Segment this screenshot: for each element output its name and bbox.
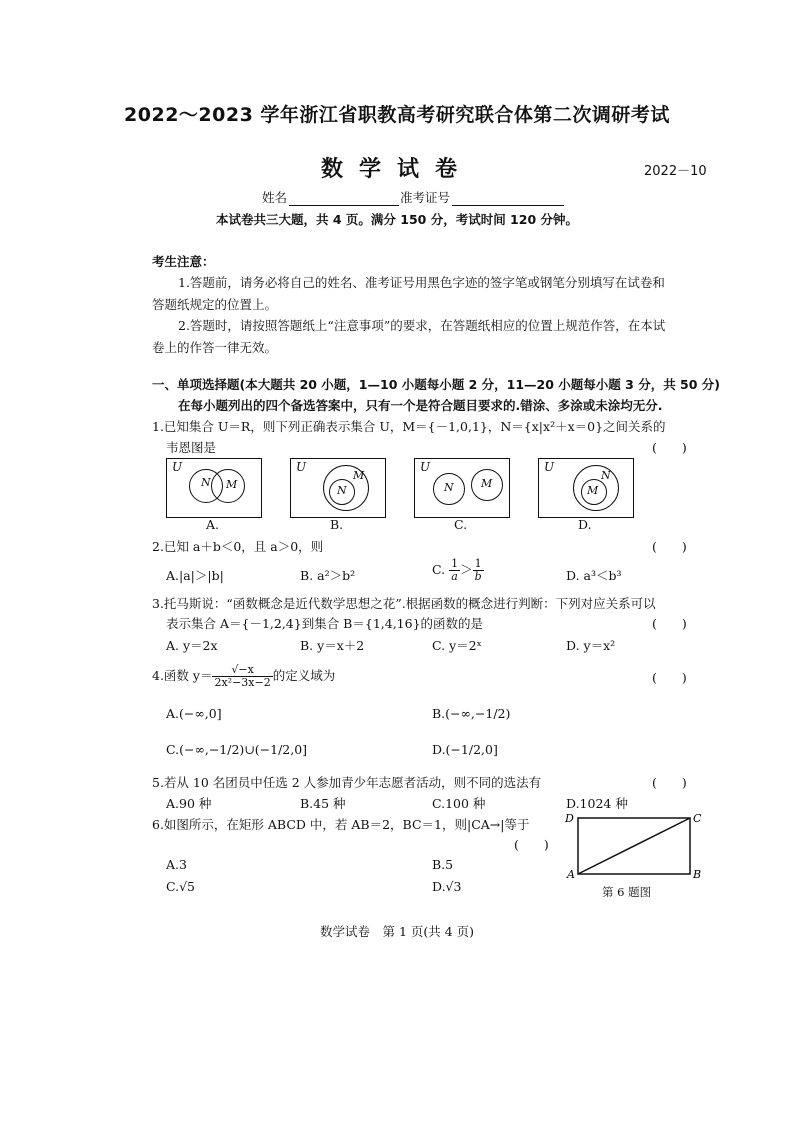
q6-figure-caption: 第 6 题图 (602, 885, 652, 899)
q5-answer-paren: ( ) (652, 775, 687, 790)
venn-b-n-label: N (337, 484, 347, 497)
notice-item-2: 2.答题时，请按照答题纸上“注意事项”的要求，在答题纸相应的位置上规范作答，在本试 (178, 318, 666, 333)
q6-answer-paren: ( ) (514, 837, 549, 852)
q2-c-den-2: b (474, 570, 482, 583)
id-blank (452, 192, 564, 206)
q2-c-den-1: a (451, 570, 458, 583)
venn-b-caption: B. (330, 517, 344, 532)
q4-stem-pre: 4.函数 y＝ (152, 668, 213, 683)
venn-c-m-label: M (481, 477, 493, 490)
q2-c-num-2: 1 (473, 558, 484, 571)
q5-stem: 5.若从 10 名团员中任选 2 人参加青少年志愿者活动，则不同的选法有 (152, 775, 542, 790)
q2-answer-paren: ( ) (652, 539, 687, 554)
q2-c-fraction-1 (449, 558, 460, 583)
venn-a-m-label: M (226, 478, 238, 491)
venn-a-n-label: N (201, 476, 211, 489)
q3-option-a: A. y＝2x (166, 638, 218, 653)
q6-option-b: B.5 (432, 857, 454, 872)
q2-c-num-1: 1 (451, 557, 459, 570)
venn-b-u-label: U (296, 460, 307, 474)
page-footer: 数学试卷 第 1 页(共 4 页) (319, 924, 475, 939)
q4-numerator: √−x (212, 664, 272, 677)
q1-stem: 1.已知集合 U＝R，则下列正确表示集合 U，M＝{－1,0,1}，N＝{x|x²＋x＝0}之间关系的 (152, 419, 666, 434)
venn-b (290, 458, 386, 518)
notice-item-2b: 卷上的作答一律无效。 (152, 340, 278, 355)
q1-answer-paren: ( ) (652, 440, 687, 455)
q1-stem-2: 韦恩图是 (166, 440, 217, 455)
q6-option-c: C.√5 (166, 879, 196, 894)
q2-c-label: C. (432, 562, 446, 577)
q3-stem-2: 表示集合 A＝{－1,2,4}到集合 B＝{1,4,16}的函数的是 (166, 616, 484, 631)
q4-fraction (212, 664, 272, 689)
vertex-b-label: B (693, 868, 702, 881)
exam-title: 2022～2023 学年浙江省职教高考研究联合体第二次调研考试 (124, 104, 670, 126)
venn-d-caption: D. (578, 517, 592, 532)
q2-option-d: D. a³＜b³ (566, 568, 622, 583)
q4-option-a: A.(−∞,0] (166, 706, 222, 721)
vertex-a-label: A (567, 868, 575, 881)
q4-option-b: B.(−∞,−1/2) (432, 706, 511, 721)
q2-c-gt: ＞ (460, 562, 473, 577)
vertex-d-label: D (565, 812, 574, 825)
venn-a-u-label: U (172, 460, 183, 474)
subject-title: 数学试卷 (320, 157, 473, 182)
name-blank (289, 192, 399, 206)
q6-stem: 6.如图所示，在矩形 ABCD 中，若 AB＝2，BC＝1，则|CA→|等于 (152, 817, 530, 832)
venn-d-u-label: U (544, 460, 555, 474)
q2-option-a: A.|a|＞|b| (166, 568, 224, 583)
q2-c-fraction-2 (473, 558, 484, 583)
exam-date: 2022－10 (644, 164, 707, 179)
q2-stem: 2.已知 a＋b＜0，且 a＞0，则 (152, 539, 324, 554)
section1-title: 一、单项选择题(本大题共 20 小题，1—10 小题每小题 2 分，11—20 小题每小题 3 分，共 50 分) (152, 377, 721, 392)
q6-rectangle-figure (562, 810, 710, 886)
venn-d (538, 458, 634, 518)
diagonal-ac (578, 818, 690, 874)
q2-option-c (432, 558, 484, 583)
q3-answer-paren: ( ) (652, 616, 687, 631)
notice-item-1: 1.答题前，请务必将自己的姓名、准考证号用黑色字迹的签字笔或钢笔分别填写在试卷和 (178, 275, 665, 290)
q6-option-a: A.3 (166, 857, 187, 872)
q4-option-d: D.(−1/2,0] (432, 742, 498, 757)
notice-item-1b: 答题纸规定的位置上。 (152, 297, 278, 312)
q6-option-d: D.√3 (432, 879, 462, 894)
q4-stem-post: 的定义域为 (272, 668, 336, 683)
section1-desc: 在每小题列出的四个备选答案中，只有一个是符合题目要求的.错涂、多涂或未涂均无分. (178, 398, 663, 413)
q4-stem (152, 664, 335, 689)
venn-d-n-label: N (601, 469, 611, 482)
q3-option-c: C. y＝2ˣ (432, 638, 482, 653)
exam-summary: 本试卷共三大题，共 4 页。满分 150 分，考试时间 120 分钟。 (216, 212, 578, 227)
venn-c (414, 458, 510, 518)
venn-c-caption: C. (454, 517, 468, 532)
q5-option-a: A.90 种 (166, 796, 212, 811)
q3-stem: 3.托马斯说：“函数概念是近代数学思想之花”.根据函数的概念进行判断：下列对应关系可以 (152, 596, 656, 611)
venn-c-u-label: U (420, 460, 431, 474)
q3-option-b: B. y＝x＋2 (300, 638, 365, 653)
venn-b-m-label: M (353, 469, 365, 482)
q4-answer-paren: ( ) (652, 670, 687, 685)
q5-option-c: C.100 种 (432, 796, 486, 811)
venn-a-caption: A. (206, 517, 220, 532)
q3-option-d: D. y＝x² (566, 638, 616, 653)
name-field (262, 188, 399, 206)
q5-option-b: B.45 种 (300, 796, 346, 811)
venn-c-n-label: N (444, 481, 454, 494)
q2-option-b: B. a²＞b² (300, 568, 356, 583)
id-field (400, 188, 564, 206)
q5-option-d: D.1024 种 (566, 796, 628, 811)
id-label: 准考证号 (400, 190, 451, 205)
q4-option-c: C.(−∞,−1/2)∪(−1/2,0] (166, 742, 308, 757)
vertex-c-label: C (693, 812, 702, 825)
venn-d-m-label: M (587, 484, 599, 497)
venn-a (166, 458, 262, 518)
q4-denominator: 2x²−3x−2 (214, 676, 271, 689)
name-label: 姓名 (262, 190, 288, 205)
notice-heading: 考生注意： (152, 254, 215, 269)
